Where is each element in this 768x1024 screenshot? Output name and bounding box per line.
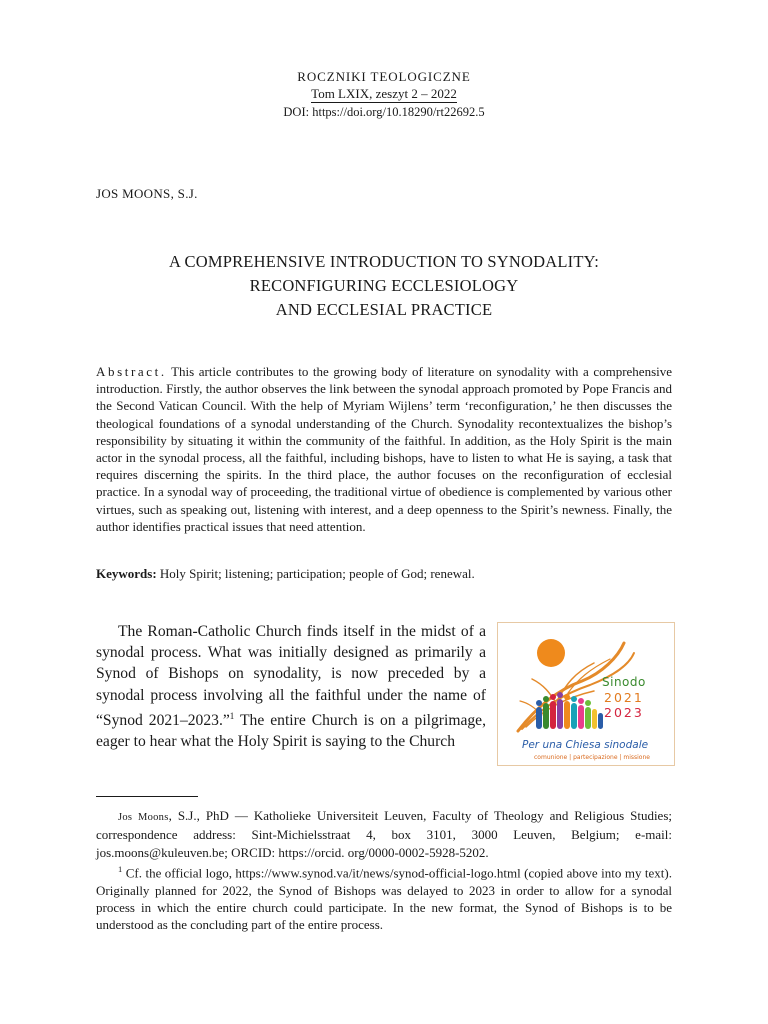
- footnote-1-mark: 1: [118, 863, 123, 874]
- body-paragraph: [96, 621, 486, 752]
- footnote-1-text: Cf. the official logo, https://www.synod.va/it/news/synod-official-logo.html (copied above into my text). Originally planned for 2022, the Synod of Bishops was delayed to 2023 in order to allow for a synodal process in which the entire church could participate. In the new format, the Synod of Bishops is to be understood as the concluding part of the entire process.: [96, 865, 672, 933]
- abstract-label: Abstract.: [96, 364, 167, 379]
- keywords: [96, 566, 672, 582]
- synod-logo: [497, 622, 675, 766]
- footnote-ref-1[interactable]: 1: [229, 710, 235, 721]
- people-crowd-icon: [536, 692, 603, 729]
- author-footnote-name: Jos Moons: [118, 812, 169, 823]
- author-footnote-text: , S.J., PhD — Katholieke Universiteit Leuven, Faculty of Theology and Religious Studies; correspondence address: Sint-Michielsstraat 4, box 3101, 3000 Leuven, Belgium; e-mail: jos.moons@kuleuven.be; ORCID: https://orcid. org/0000-0002-5928-5202.: [96, 808, 672, 860]
- abstract-text: This article contributes to the growing body of literature on synodality with a comprehensive introduction. Firstly, the author observes the link between the synodal approach promoted by Pope Francis and the Second Vatican Council. With the help of Myriam Wijlens’ term ‘reconfiguration,’ he then discusses the theological foundations of a synodal understanding of the Church. Synodality recontextualizes the bishop’s responsibility by situating it within the community of the faithful. In addition, as the Holy Spirit is the main actor in the synodal process, all the faithful, including bishops, have to listen to what He is saying, a task that requires discerning the spirits. In the third place, the author focuses on the reconfiguration of ecclesial practice. In a synodal way of proceeding, the traditional virtue of obedience is complemented by various other virtues, such as speaking out, listening with interest, and a deep openness to the Spirit’s newness. Finally, the author identifies practical issues that need attention.: [96, 364, 673, 534]
- logo-year-end: 2023: [604, 705, 644, 720]
- article-title-line-2: RECONFIGURING ECCLESIOLOGY: [249, 276, 519, 295]
- keywords-text: Holy Spirit; listening; participation; people of God; renewal.: [159, 566, 475, 581]
- logo-year-start: 2021: [604, 690, 644, 705]
- author-footnote: [96, 807, 672, 861]
- keywords-label: Keywords:: [96, 566, 157, 581]
- journal-volume-text: Tom LXIX, zeszyt 2 – 2022: [311, 86, 457, 101]
- footnote-divider: [96, 796, 198, 797]
- article-title-line-3: AND ECCLESIAL PRACTICE: [275, 300, 493, 319]
- footnote-1: [96, 861, 672, 934]
- logo-subline: comunione | partecipazione | missione: [534, 754, 650, 761]
- footnotes: [96, 807, 672, 933]
- body-text-part-1: The Roman-Catholic Church finds itself in the midst of a synodal process. What was initially designed as primarily a Synod of Bishops on synodality, is now preceded by a synodal process involving all the faithful under the name of “Synod 2021–2023.”: [96, 623, 486, 729]
- logo-tagline: Per una Chiesa sinodale: [522, 739, 649, 751]
- journal-name: ROCZNIKI TEOLOGICZNE: [297, 69, 471, 84]
- doi-line: DOI: https://doi.org/10.18290/rt22692.5: [283, 105, 485, 119]
- logo-synodo-text: Sinodo: [602, 675, 646, 689]
- abstract: [96, 363, 672, 535]
- sun-icon: [537, 639, 565, 667]
- author-name: JOS MOONS, S.J.: [96, 186, 198, 201]
- body-text-part-2: The entire Church is on a pilgrimage, eager to hear what the Holy Spirit is saying to the Church: [96, 712, 486, 751]
- journal-volume: [0, 86, 768, 102]
- article-title-line-1: A COMPREHENSIVE INTRODUCTION TO SYNODALITY:: [169, 252, 599, 271]
